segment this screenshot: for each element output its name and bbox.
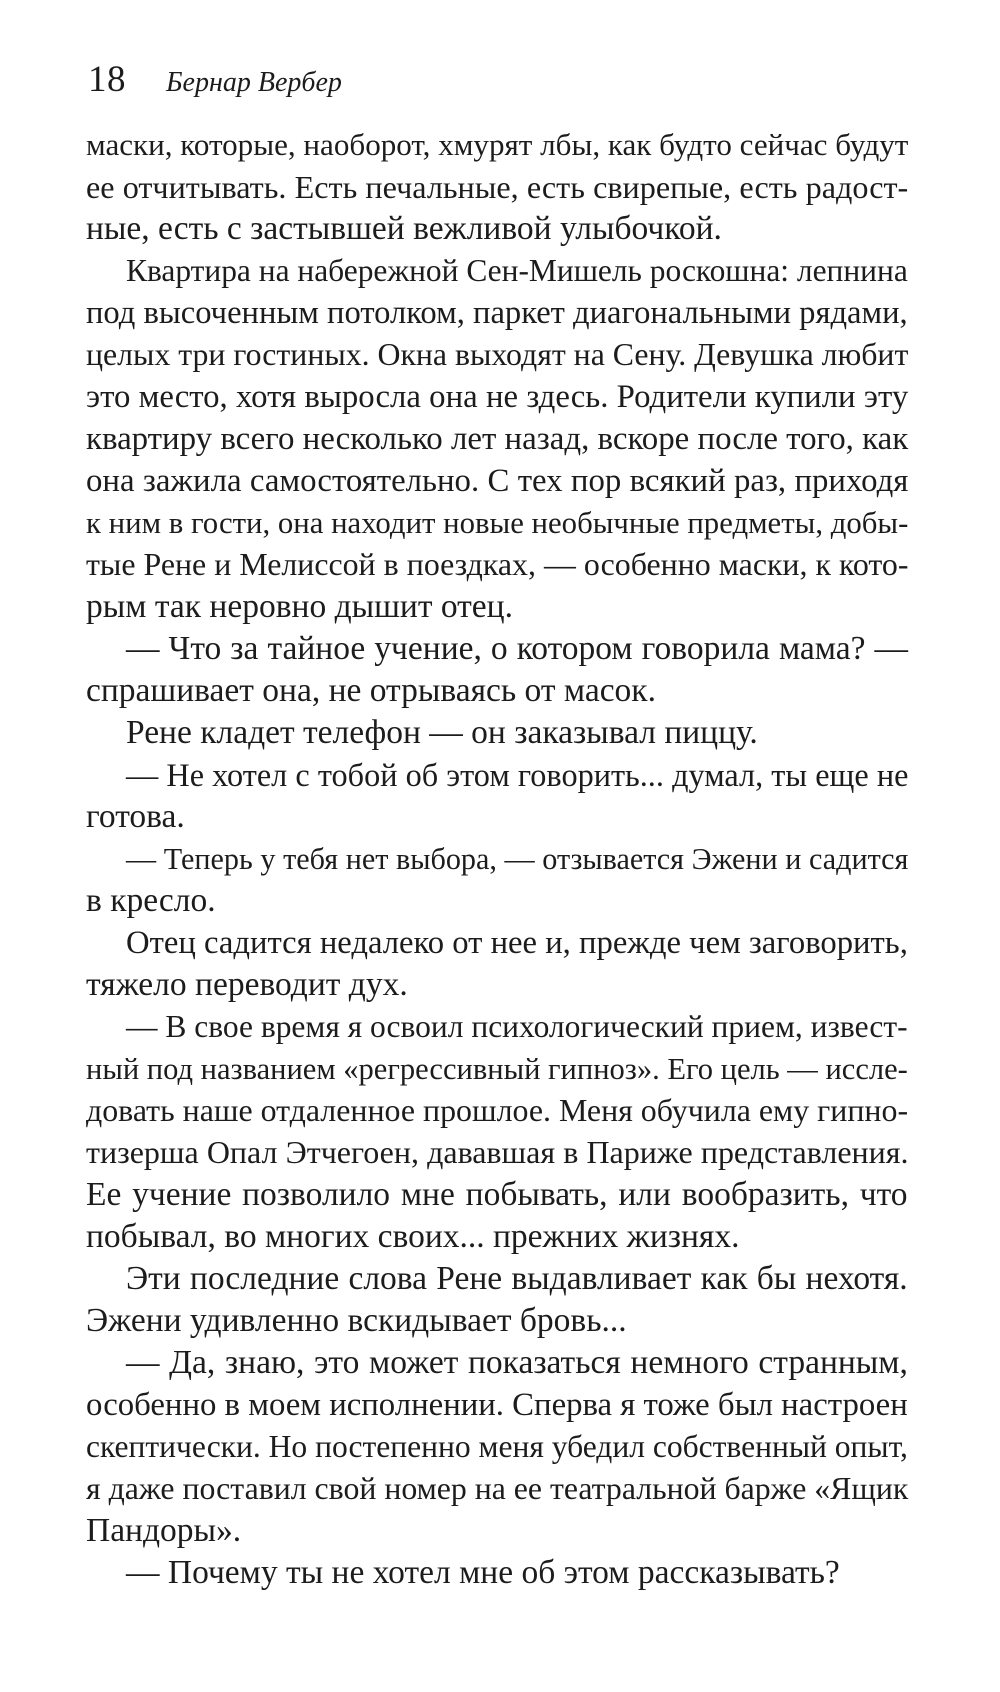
text-line: скептически. Но постепенно меня убедил собственный опыт, (86, 1429, 908, 1464)
text-line: — Да, знаю, это может показаться немного странным, (126, 1344, 908, 1381)
text-line: она зажила самостоятельно. С тех пор всякий раз, приходя (86, 463, 909, 499)
text-line: — Почему ты не хотел мне об этом рассказывать? (126, 1554, 840, 1591)
text-line: — Не хотел с тобой об этом говорить... думал, ты еще не (126, 757, 909, 793)
text-line: Пандоры». (86, 1512, 242, 1549)
text-line: тизерша Опал Этчегоен, дававшая в Париже представления. (86, 1135, 909, 1170)
text-line: тяжело переводит дух. (86, 966, 408, 1003)
text-line: Эжени удивленно вскидывает бровь... (86, 1302, 627, 1339)
text-line: Отец садится недалеко от нее и, прежде чем заговорить, (126, 925, 908, 961)
text-line: ее отчитывать. Есть печальные, есть свирепые, есть радост- (86, 169, 909, 205)
text-line: — Теперь у тебя нет выбора, — отзывается Эжени и садится (126, 842, 909, 876)
text-line: — В свое время я освоил психологический прием, извест- (126, 1009, 908, 1044)
text-line: Эти последние слова Рене выдавливает как бы нехотя. (126, 1260, 908, 1297)
text-line: в кресло. (86, 882, 216, 919)
text-line: ные, есть с застывшей вежливой улыбочкой. (86, 210, 722, 247)
text-line: ный под названием «регрессивный гипноз». Его цель — иссле- (86, 1052, 908, 1086)
text-line: Ее учение позволило мне побывать, или вообразить, что (86, 1176, 908, 1213)
text-line: готова. (86, 798, 185, 835)
text-line: это место, хотя выросла она не здесь. Родители купили эту (86, 379, 909, 415)
text-line: квартиру всего несколько лет назад, вскоре после того, как (86, 421, 909, 457)
text-line: под высоченным потолком, паркет диагональными рядами, (86, 295, 908, 331)
text-line: спрашивает она, не отрываясь от масок. (86, 672, 656, 709)
page-number: 18 (88, 59, 126, 100)
text-line: Квартира на набережной Сен-Мишель роскошна: лепнина (126, 253, 908, 288)
text-line: особенно в моем исполнении. Сперва я тоже был настроен (86, 1387, 908, 1423)
text-line: — Что за тайное учение, о котором говорила мама? — (126, 630, 909, 667)
text-line: Рене кладет телефон — он заказывал пиццу. (126, 714, 758, 751)
text-line: маски, которые, наоборот, хмурят лбы, как будто сейчас будут (86, 127, 909, 162)
text-line: целых три гостиных. Окна выходят на Сену. Девушка любит (86, 337, 909, 372)
text-line: к ним в гости, она находит новые необычные предметы, добы- (86, 506, 909, 540)
running-head-author: Бернар Вербер (166, 67, 342, 98)
running-head (88, 58, 342, 108)
text-line: тые Рене и Мелиссой в поездках, — особенно маски, к кото- (86, 547, 909, 582)
text-line: рым так неровно дышит отец. (86, 588, 513, 625)
text-line: довать наше отдаленное прошлое. Меня обучила ему гипно- (86, 1093, 909, 1128)
text-line: я даже поставил свой номер на ее театральной барже «Ящик (86, 1471, 909, 1506)
text-line: побывал, во многих своих... прежних жизнях. (86, 1218, 740, 1255)
